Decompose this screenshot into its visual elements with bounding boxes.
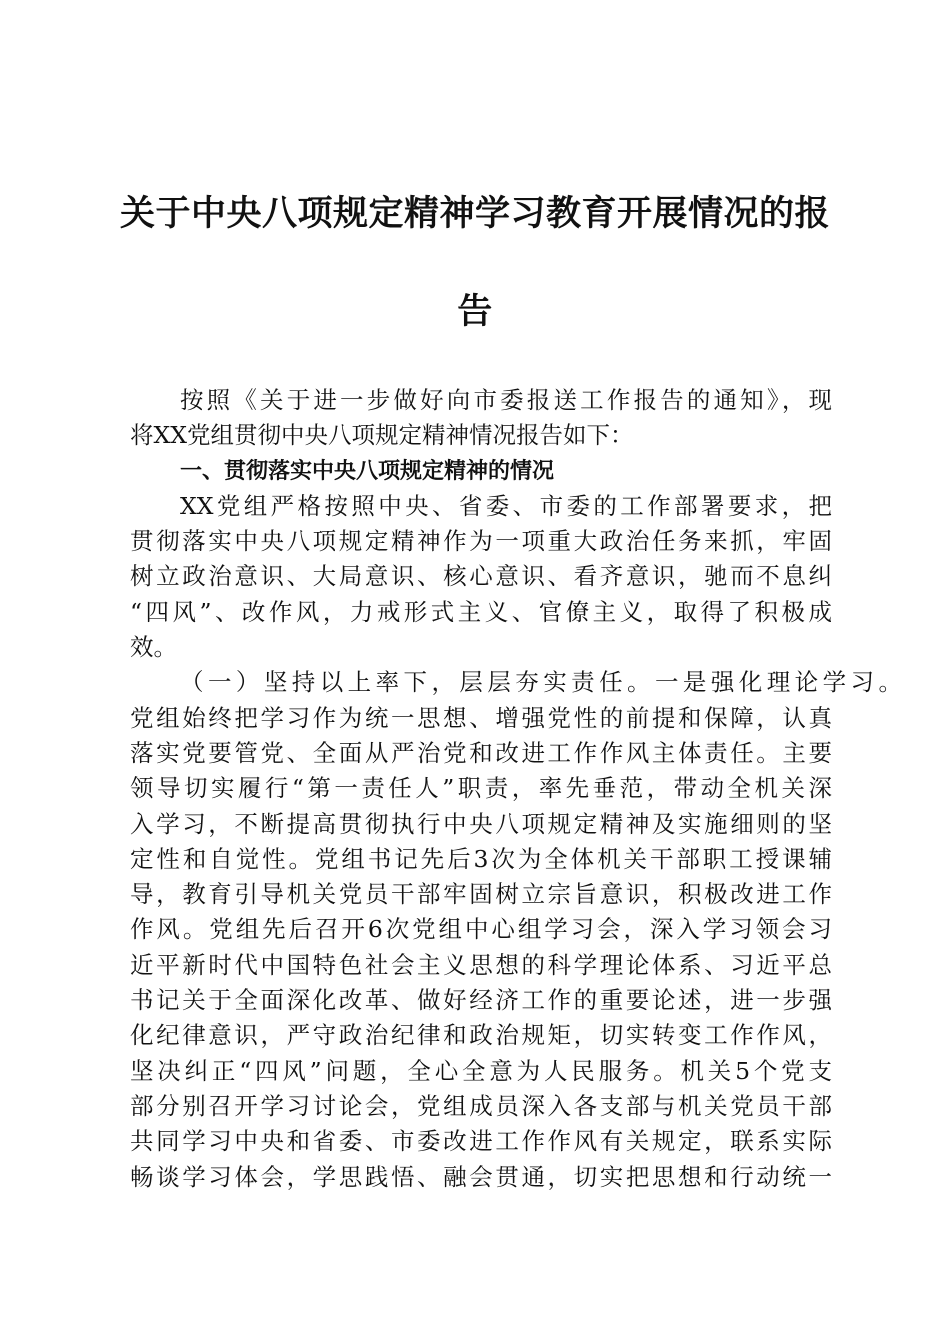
body-line: 按照《关于进一步做好向市委报送工作报告的通知》，现 xyxy=(180,386,832,414)
body-line: “四风”、改作风，力戒形式主义、官僚主义，取得了积极成 xyxy=(130,597,832,626)
body-line: 畅谈学习体会，学思践悟、融会贯通，切实把思想和行动统一 xyxy=(130,1162,832,1191)
document-title-line-1: 关于中央八项规定精神学习教育开展情况的报 xyxy=(119,193,830,234)
body-line: 书记关于全面深化改革、做好经济工作的重要论述，进一步强 xyxy=(130,986,832,1015)
body-line: 效。 xyxy=(130,633,177,662)
body-line: 党组始终把学习作为统一思想、增强党性的前提和保障，认真 xyxy=(130,703,832,732)
body-line: 入学习，不断提高贯彻执行中央八项规定精神及实施细则的坚 xyxy=(130,809,832,838)
document-title-line-2: 告 xyxy=(457,291,493,332)
body-line: 树立政治意识、大局意识、核心意识、看齐意识，驰而不息纠 xyxy=(130,562,832,591)
document-body xyxy=(130,383,902,1195)
section-heading: 一、贯彻落实中央八项规定精神的情况 xyxy=(180,458,555,484)
body-line: 作风。党组先后召开6次党组中心组学习会，深入学习领会习 xyxy=(130,915,832,944)
body-line: 部分别召开学习讨论会，党组成员深入各支部与机关党员干部 xyxy=(130,1091,832,1120)
subsection-heading-line: （一）坚持以上率下，层层夯实责任。一是强化理论学习。 xyxy=(180,668,902,697)
body-line: 导，教育引导机关党员干部牢固树立宗旨意识，积极改进工作 xyxy=(130,880,832,909)
body-line: 化纪律意识，严守政治纪律和政治规矩，切实转变工作作风， xyxy=(130,1021,832,1050)
body-line: 贯彻落实中央八项规定精神作为一项重大政治任务来抓，牢固 xyxy=(130,527,832,556)
body-line: 落实党要管党、全面从严治党和改进工作作风主体责任。主要 xyxy=(130,738,832,767)
body-line: 共同学习中央和省委、市委改进工作作风有关规定，联系实际 xyxy=(130,1127,832,1156)
body-line: 领导切实履行“第一责任人”职责，率先垂范，带动全机关深 xyxy=(130,774,832,803)
body-line: 定性和自觉性。党组书记先后3次为全体机关干部职工授课辅 xyxy=(130,844,832,873)
body-line: 近平新时代中国特色社会主义思想的科学理论体系、习近平总 xyxy=(130,950,832,979)
body-line: 坚决纠正“四风”问题，全心全意为人民服务。机关5个党支 xyxy=(130,1056,832,1085)
body-line: 将XX党组贯彻中央八项规定精神情况报告如下： xyxy=(130,421,634,450)
body-line: XX党组严格按照中央、省委、市委的工作部署要求，把 xyxy=(180,491,832,520)
